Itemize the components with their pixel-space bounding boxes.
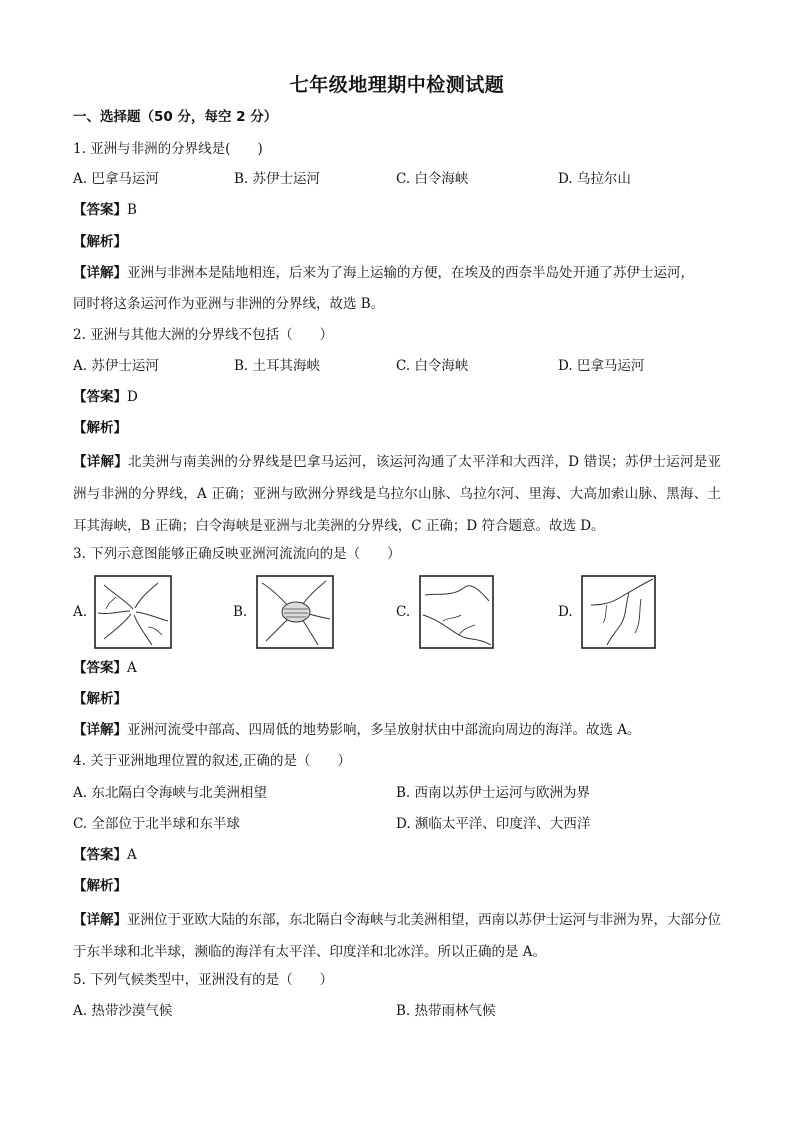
q3-option-b-label: B. — [233, 604, 248, 620]
q3-map-d — [581, 575, 656, 649]
q2-answer: 【答案】D — [73, 389, 138, 405]
q1-detail-line1: 【详解】亚洲与非洲本是陆地相连，后来为了海上运输的方便，在埃及的西奈半岛处开通了苏伊士运河， — [73, 265, 694, 281]
q1-option-d: D. 乌拉尔山 — [558, 171, 631, 187]
q5-stem: 5. 下列气候类型中，亚洲没有的是（ ） — [73, 972, 334, 988]
q5-option-a: A. 热带沙漠气候 — [73, 1003, 173, 1019]
q3-analysis-tag: 【解析】 — [73, 691, 127, 707]
q4-stem: 4. 关于亚洲地理位置的叙述,正确的是（ ） — [73, 753, 351, 769]
q2-option-a: A. 苏伊士运河 — [73, 358, 159, 374]
q2-option-c: C. 白令海峡 — [396, 358, 469, 374]
q4-option-b: B. 西南以苏伊士运河与欧洲为界 — [396, 785, 591, 801]
q4-answer: 【答案】A — [73, 847, 137, 863]
q2-detail: 【详解】北美洲与南美洲的分界线是巴拿马运河，该运河沟通了太平洋和大西洋，D 错误；苏伊士运河是亚洲与非洲的分界线，A 正确；亚洲与欧洲分界线是乌拉尔山脉、乌拉尔河、里海、大高加索山脉、黑海、土耳其海峡，B 正确；白令海峡是亚洲与北美洲的分界线，C 正确；D 符合题意。故选 D。 — [73, 454, 722, 534]
q2-stem: 2. 亚洲与其他大洲的分界线不包括（ ） — [73, 327, 334, 343]
q3-option-d-label: D. — [558, 604, 573, 620]
q2-option-d: D. 巴拿马运河 — [558, 358, 645, 374]
q3-option-c-label: C. — [396, 604, 411, 620]
q1-option-c: C. 白令海峡 — [396, 171, 469, 187]
q2-option-b: B. 土耳其海峡 — [234, 358, 321, 374]
q1-option-a: A. 巴拿马运河 — [73, 171, 159, 187]
q3-option-a-label: A. — [73, 604, 88, 620]
q3-stem: 3. 下列示意图能够正确反映亚洲河流流向的是（ ） — [73, 546, 401, 562]
radial-river-map-image — [94, 575, 172, 649]
page-title: 七年级地理期中检测试题 — [289, 74, 505, 96]
q4-option-c: C. 全部位于北半球和东半球 — [73, 816, 240, 832]
q1-option-b: B. 苏伊士运河 — [234, 171, 321, 187]
q1-stem: 1. 亚洲与非洲的分界线是( ) — [73, 141, 263, 157]
q3-map-c — [419, 575, 494, 649]
q3-map-a — [94, 575, 172, 649]
inward-river-map-image — [256, 575, 334, 649]
q1-analysis-tag: 【解析】 — [73, 234, 127, 250]
q4-option-a: A. 东北隔白令海峡与北美洲相望 — [73, 785, 267, 801]
q1-detail-line2: 同时将这条运河作为亚洲与非洲的分界线，故选 B。 — [73, 296, 385, 312]
q4-analysis-tag: 【解析】 — [73, 878, 127, 894]
q5-option-b: B. 热带雨林气候 — [396, 1003, 496, 1019]
q1-answer: 【答案】B — [73, 202, 137, 218]
q3-detail: 【详解】亚洲河流受中部高、四周低的地势影响，多呈放射状由中部流向周边的海洋。故选 A。 — [73, 722, 641, 738]
section-heading: 一、选择题（50 分，每空 2 分） — [73, 109, 278, 125]
q2-analysis-tag: 【解析】 — [73, 420, 127, 436]
q4-detail: 【详解】亚洲位于亚欧大陆的东部，东北隔白令海峡与北美洲相望，西南以苏伊士运河与非洲为界，大部分位于东半球和北半球，濒临的海洋有太平洋、印度洋和北冰洋。所以正确的是 A。 — [73, 912, 721, 960]
branching-river-map-image — [581, 575, 656, 649]
q4-option-d: D. 濒临太平洋、印度洋、大西洋 — [396, 816, 591, 832]
q3-map-b — [256, 575, 334, 649]
q3-answer: 【答案】A — [73, 660, 137, 676]
diagonal-river-map-image — [419, 575, 494, 649]
